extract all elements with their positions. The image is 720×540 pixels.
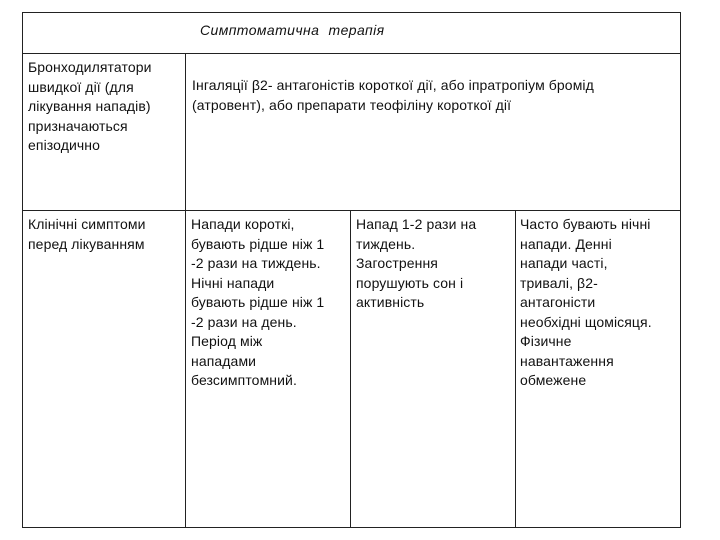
row1-content: Інгаляції β2- антагоністів короткої дії, або іпратропіум бромід (атровент), або препарати теофіліну короткої дії	[192, 77, 594, 113]
row2-cell-3: Часто бувають нічні напади. Денні напади часті, тривалі, β2- антагоністи необхідні щомісяця. Фізичне навантаження обмежене	[520, 216, 652, 388]
table-title: Симптоматична терапія	[200, 22, 385, 38]
table-border-left	[22, 12, 23, 528]
table-rule-row1	[22, 210, 681, 211]
table-border-bottom	[22, 527, 681, 528]
table-rule-header	[22, 53, 681, 54]
row2-label: Клінічні симптоми перед лікуванням	[28, 216, 146, 252]
table-border-top	[22, 12, 681, 13]
row1-label: Бронходилятатори швидкої дії (для лікування нападів) призначаються епізодично	[28, 59, 152, 153]
row2-cell-1: Напади короткі, бувають рідше ніж 1 -2 рази на тиждень. Нічні напади бувають рідше ніж 1 -2 рази на день. Період між нападами безсимптомний.	[191, 216, 325, 388]
row2-cell-2: Напад 1-2 рази на тиждень. Загострення порушують сон і активність	[356, 216, 477, 310]
